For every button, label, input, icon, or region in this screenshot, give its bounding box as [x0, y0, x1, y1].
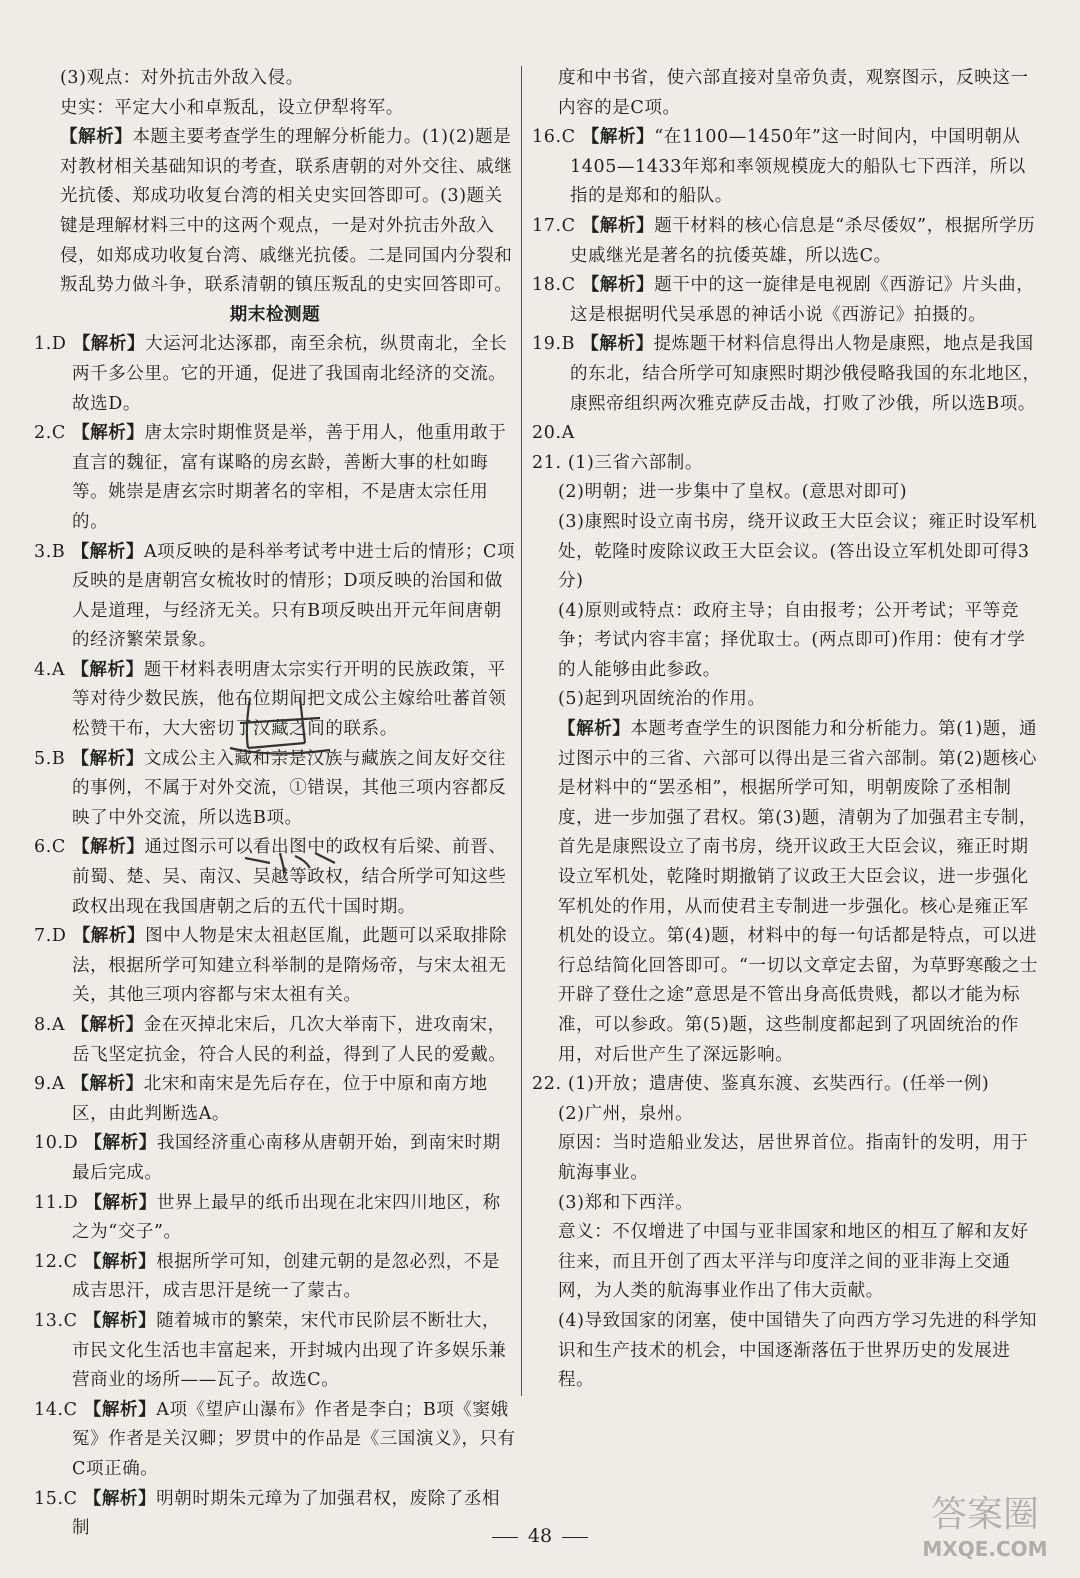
question-number: 17.C [532, 215, 576, 236]
paragraph-text: (5)起到巩固统治的作用。 [558, 689, 766, 710]
paragraph-text: (3)观点：对外抗击外敌入侵。 [60, 68, 304, 88]
paragraph-text: 度和中书省，使六部直接对皇帝负责，观察图示，反映这一内容的是C项。 [558, 68, 1029, 118]
paragraph-text: 题干材料表明唐太宗实行开明的民族政策，平等对待少数民族，他在位期间把文成公主嫁给吐蕃首领松赞干布，大大密切了汉藏之间的联系。 [72, 659, 507, 740]
paragraph [532, 1307, 1042, 1396]
question-number: 13.C [34, 1310, 78, 1331]
question-number: 1.D [34, 334, 67, 355]
question-number: 6.C [34, 837, 66, 858]
paragraph-text: 世界上最早的纸币出现在北宋四川地区，称之为“交子”。 [72, 1192, 501, 1243]
paragraph [532, 478, 1042, 508]
paragraph [532, 64, 1042, 123]
paragraph [532, 1129, 1042, 1188]
paragraph-text: 期末检测题 [229, 304, 321, 325]
question-number: 20.A [532, 423, 575, 444]
paragraph-text: (1)开放；遣唐使、鉴真东渡、玄奘西行。(任举一例) [567, 1074, 990, 1095]
question-number: 8.A [34, 1015, 66, 1035]
paragraph-text: 本题主要考查学生的理解分析能力。(1)(2)题是对教材相关基础知识的考查，联系唐朝的对外交往、戚继光抗倭、郑成功收复台湾的相关史实回答即可。(3)题关键是理解材料三中的这两个观点，一是对外抗击外敌入侵，如郑成功收复台湾、戚继光抗倭。二是同国内分裂和叛乱势力做斗争，联系清朝的镇压叛乱的史实回答即可。 [60, 127, 513, 296]
paragraph [532, 271, 1042, 330]
paragraph [532, 212, 1042, 271]
analysis-tag: 【解析】 [71, 659, 144, 680]
question-number: 7.D [34, 926, 67, 947]
paragraph-text: “在1100—1450年”这一时间内，中国明朝从1405—1433年郑和率领规模庞大的船队七下西洋，所以指的是郑和的船队。 [570, 127, 1026, 207]
watermark-logo [910, 1484, 1060, 1564]
paragraph [34, 1189, 516, 1248]
paragraph [532, 330, 1042, 419]
analysis-tag: 【解析】 [71, 1015, 144, 1035]
paragraph-text: 明朝时期朱元璋为了加强君权，废除了丞相制 [72, 1488, 501, 1539]
paragraph-text: A项《望庐山瀑布》作者是李白；B项《窦娥冤》作者是关汉卿；罗贯中的作品是《三国演义》，只有C项正确。 [72, 1399, 516, 1479]
paragraph-text: 题干材料的核心信息是“杀尽倭奴”，根据所学历史戚继光是著名的抗倭英雄，所以选C。 [570, 215, 1036, 266]
paragraph [532, 1070, 1042, 1100]
paragraph-text: 意义：不仅增进了中国与亚非国家和地区的相互了解和友好往来，而且开创了西太平洋与印度洋之间的亚非海上交通网，为人类的航海事业作出了伟大贡献。 [558, 1222, 1029, 1302]
paragraph [34, 922, 516, 1011]
question-number: 21. [532, 452, 562, 473]
question-number: 11.D [34, 1192, 79, 1213]
paragraph-text: (2)广州，泉州。 [558, 1103, 694, 1124]
analysis-tag: 【解析】 [71, 748, 144, 769]
paragraph [34, 1248, 516, 1307]
analysis-tag: 【解析】 [558, 719, 631, 740]
analysis-tag: 【解析】 [60, 127, 133, 148]
paragraph [532, 597, 1042, 686]
question-number: 4.A [34, 659, 66, 680]
analysis-tag: 【解析】 [84, 1192, 157, 1213]
paragraph-text: 文成公主入藏和亲是汉族与藏族之间友好交往的事例，不属于对外交流，①错误，其他三项内容都反映了中外交流，所以选B项。 [72, 748, 507, 828]
paragraph [34, 64, 516, 94]
question-number: 3.B [34, 541, 66, 562]
paragraph [532, 123, 1042, 212]
paragraph-text: (3)郑和下西洋。 [558, 1192, 694, 1213]
paragraph [34, 301, 516, 331]
paragraph [34, 538, 516, 656]
paragraph-text: (4)导致国家的闭塞，使中国错失了向西方学习先进的科学知识和生产技术的机会，中国逐渐落伍于世界历史的发展进程。 [558, 1310, 1038, 1391]
paragraph-text: 原因：当时造船业发达，居世界首位。指南针的发明，用于航海事业。 [558, 1133, 1029, 1183]
paragraph [532, 1100, 1042, 1130]
paragraph [34, 94, 516, 124]
analysis-tag: 【解析】 [581, 334, 654, 355]
right-column [532, 64, 1042, 1396]
svg-text:答案圈: 答案圈 [930, 1494, 1040, 1535]
paragraph-text: 根据所学可知，创建元朝的是忽必烈，不是成吉思汗，成吉思汗是统一了蒙古。 [72, 1251, 501, 1302]
paragraph-text: 本题考查学生的识图能力和分析能力。第(1)题，通过图示中的三省、六部可以得出是三省六部制。第(2)题核心是材料中的“罢丞相”，根据所学可知，明朝废除了丞相制度，进一步加强了君权。第(3)题，清朝为了加强君主专制，首先是康熙设立了南书房，绕开议政王大臣会议，雍正时期设立军机处，乾隆时期撤销了议政王大臣会议，进一步强化军机处的作用，从而使君主专制进一步强化。核心是雍正军机处的设立。第(4)题，材料中的每一句话都是特点，可以进行总结简化回答即可。“一切以文章定去留，为草野寒酸之士开辟了登仕之途”意思是不管出身高低贵贱，都以才能为标准，可以参政。第(5)题，这些制度都起到了巩固统治的作用，对后世产生了深远影响。 [558, 719, 1039, 1065]
paragraph [532, 715, 1042, 1070]
handwriting-scribble [210, 688, 350, 888]
paragraph-text: (3)康熙时设立南书房，绕开议政王大臣会议；雍正时设军机处，乾隆时废除议政王大臣会议。(答出设立军机处即可得3分) [558, 511, 1038, 592]
analysis-tag: 【解析】 [581, 127, 655, 148]
analysis-tag: 【解析】 [72, 926, 146, 947]
analysis-tag: 【解析】 [83, 1399, 157, 1420]
analysis-tag: 【解析】 [72, 837, 145, 858]
paragraph-text: 题干中的这一旋律是电视剧《西游记》片头曲，这是根据明代吴承恩的神话小说《西游记》拍摄的。 [570, 275, 1035, 325]
paragraph [532, 1218, 1042, 1307]
paragraph [34, 1307, 516, 1396]
column-divider [521, 66, 522, 1396]
question-number: 16.C [532, 127, 576, 148]
paragraph-text: 图中人物是宋太祖赵匡胤，此题可以采取排除法，根据所学可知建立科举制的是隋炀帝，与宋太祖无关，其他三项内容都与宋太祖有关。 [72, 926, 508, 1006]
paragraph [34, 1129, 516, 1188]
paragraph [532, 449, 1042, 479]
paragraph-text: 唐太宗时期惟贤是举，善于用人，他重用敢于直言的魏征，富有谋略的房玄龄，善断大事的杜如晦等。姚崇是唐玄宗时期著名的宰相，不是唐太宗任用的。 [72, 423, 507, 532]
analysis-tag: 【解析】 [71, 541, 144, 562]
question-number: 2.C [34, 423, 66, 444]
question-number: 9.A [34, 1074, 66, 1095]
question-number: 10.D [34, 1133, 79, 1154]
paragraph [34, 123, 516, 301]
paragraph-text: 大运河北达涿郡，南至余杭，纵贯南北，全长两千多公里。它的开通，促进了我国南北经济的交流。故选D。 [72, 334, 508, 414]
paragraph-text: 我国经济重心南移从唐朝开始，到南宋时期最后完成。 [72, 1133, 501, 1183]
paragraph-text: A项反映的是科举考试考中进士后的情形；C项反映的是唐朝宫女梳妆时的情形；D项反映的治国和做人是道理，与经济无关。只有B项反映出开元年间唐朝的经济繁荣景象。 [72, 541, 516, 651]
question-number: 12.C [34, 1251, 78, 1272]
analysis-tag: 【解析】 [71, 1074, 144, 1095]
question-number: 14.C [34, 1399, 78, 1420]
paragraph-text: 史实：平定大小和卓叛乱，设立伊犁将军。 [60, 97, 404, 118]
svg-text:MXQE.COM: MXQE.COM [922, 1537, 1048, 1561]
paragraph-text: 通过图示可以看出图中的政权有后梁、前晋、前蜀、楚、吴、南汉、吴越等政权，结合所学可知这些政权出现在我国唐朝之后的五代十国时期。 [72, 837, 507, 917]
analysis-tag: 【解析】 [83, 1310, 157, 1331]
paragraph [34, 1011, 516, 1070]
paragraph [532, 1189, 1042, 1219]
page-number: 48 [0, 1525, 1080, 1547]
paragraph [34, 419, 516, 537]
analysis-tag: 【解析】 [84, 1133, 157, 1154]
analysis-tag: 【解析】 [83, 1488, 157, 1509]
analysis-tag: 【解析】 [72, 334, 146, 355]
question-number: 22. [532, 1074, 562, 1095]
analysis-tag: 【解析】 [72, 423, 145, 444]
paragraph [34, 330, 516, 419]
question-number: 18.C [532, 275, 576, 296]
paragraph-text: (4)原则或特点：政府主导；自由报考；公开考试；平等竞争；考试内容丰富；择优取士。(两点即可)作用：使有才学的人能够由此参政。 [558, 600, 1026, 680]
paragraph-text: 北宋和南宋是先后存在，位于中原和南方地区，由此判断选A。 [72, 1074, 488, 1124]
paragraph-text: (1)三省六部制。 [567, 452, 704, 473]
question-number: 19.B [532, 334, 576, 355]
paragraph [34, 1396, 516, 1485]
paragraph [532, 419, 1042, 449]
analysis-tag: 【解析】 [581, 215, 655, 236]
paragraph [532, 685, 1042, 715]
paragraph [532, 508, 1042, 597]
paragraph [34, 1070, 516, 1129]
question-number: 15.C [34, 1488, 78, 1509]
paragraph-text: 金在灭掉北宋后，几次大举南下，进攻南宋，岳飞坚定抗金，符合人民的利益，得到了人民的爱戴。 [72, 1015, 507, 1065]
paragraph-text: (2)明朝；进一步集中了皇权。(意思对即可) [558, 482, 908, 503]
analysis-tag: 【解析】 [581, 275, 655, 296]
analysis-tag: 【解析】 [83, 1251, 157, 1272]
question-number: 5.B [34, 748, 66, 769]
paragraph-text: 随着城市的繁荣，宋代市民阶层不断壮大，市民文化生活也丰富起来，开封城内出现了许多娱乐兼营商业的场所——瓦子。故选C。 [72, 1310, 507, 1391]
paragraph-text: 提炼题干材料信息得出人物是康熙，地点是我国的东北，结合所学可知康熙时期沙俄侵略我国的东北地区，康熙帝组织两次雅克萨反击战，打败了沙俄，所以选B项。 [570, 334, 1041, 414]
